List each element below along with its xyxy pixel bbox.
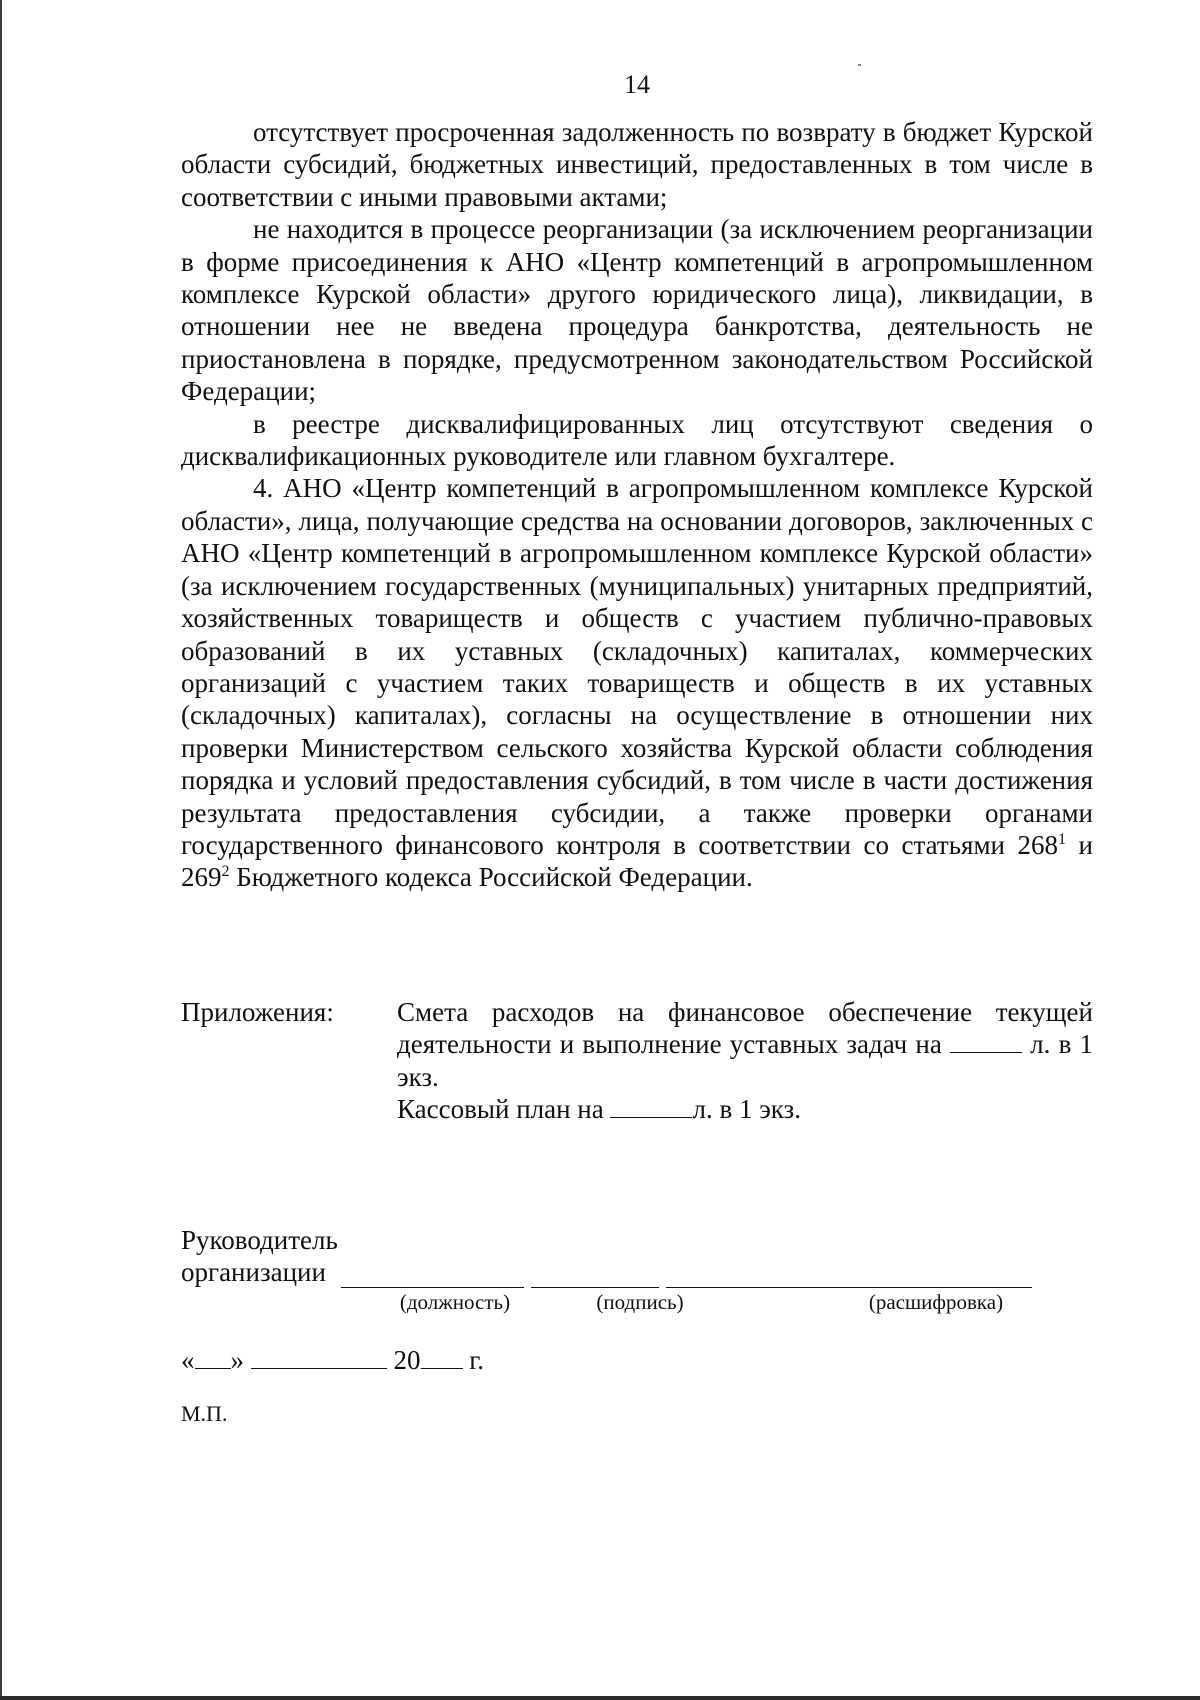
date-row (181, 1344, 484, 1376)
clause4-conjunction: и (1066, 829, 1093, 860)
article-268-superscript: 1 (1058, 830, 1067, 848)
year-suffix: г. (469, 1345, 485, 1375)
position-line (341, 1287, 524, 1288)
paragraph-disqualification: в реестре дисквалифицированных лиц отсутствуют сведения о дисквалификационных руководителе или главном бухгалтере. (181, 408, 1093, 472)
article-269-superscript: 2 (221, 863, 230, 881)
document-body (181, 116, 1093, 894)
attachments-label: Приложения: (181, 997, 334, 1027)
day-blank (195, 1367, 231, 1369)
attachment-cash-plan-text: Кассовый план на (397, 1094, 611, 1125)
article-268: 268 (1017, 829, 1059, 860)
attachment-estimate-suffix: л. в 1 экз. (397, 1029, 1093, 1092)
cash-plan-sheets-blank (610, 1116, 692, 1118)
page-number: 14 (624, 70, 650, 99)
attachment-estimate-text: Смета расходов на финансовое обеспечение текущей деятельности и выполнение уставных задач на (397, 997, 1093, 1060)
date-close-quote: » (230, 1345, 244, 1375)
estimate-sheets-blank (950, 1051, 1022, 1053)
attachment-cash-plan-suffix: л. в 1 экз. (692, 1094, 801, 1125)
year-prefix: 20 (393, 1345, 421, 1375)
attachment-estimate (397, 996, 1093, 1093)
paragraph-no-debt: отсутствует просроченная задолженность по возврату в бюджет Курской области субсидий, бюджетных инвестиций, предоставленных в том числе в соответствии с иными правовыми актами; (181, 117, 1093, 212)
signature-line (531, 1287, 659, 1288)
signer-title-line2: организации (181, 1257, 326, 1287)
decoding-caption: (расшифровка) (868, 1290, 1004, 1314)
paragraph-no-reorganization: не находится в процессе реорганизации (за исключением реорганизации в форме присоединения к АНО «Центр компетенций в агропромышленном комплексе Курской области» другого юридического лица), ликвидации, в отношении нее не введена процедура банкротства, деятельность не приостановлена в порядке, предусмотренном законодательством Российской Федерации; (181, 214, 1093, 407)
signer-title-line1: Руководитель (181, 1225, 338, 1255)
paragraph-clause-4 (181, 472, 1093, 893)
date-open-quote: « (181, 1345, 195, 1375)
year-blank (421, 1367, 463, 1369)
article-269: 269 (181, 862, 222, 893)
attachment-cash-plan (397, 1093, 1093, 1125)
stamp-place: М.П. (181, 1401, 228, 1426)
decoding-line (666, 1287, 1032, 1288)
scan-speck (858, 64, 861, 66)
clause4-text-before: 4. АНО «Центр компетенций в агропромышленном комплексе Курской области», лица, получающие средства на основании договоров, заключенных с АНО «Центр компетенций в агропромышленном комплексе Курской области» (за исключением государственных (муниципальных) унитарных предприятий, хозяйственных товариществ и обществ с участием публично-правовых образований в их уставных (складочных) капиталах, коммерческих организаций с участием таких товариществ и обществ в их уставных (складочных) капиталах), согласны на осуществление в отношении них проверки Министерством сельского хозяйства Курской области соблюдения порядка и условий предоставления субсидий, в том числе в части достижения результата предоставления субсидии, а также проверки органами государственного финансового контроля в соответствии со статьями (181, 473, 1093, 860)
signature-block (181, 1224, 338, 1288)
position-caption: (должность) (399, 1290, 511, 1314)
scan-edge-left (0, 0, 2, 1700)
month-blank (251, 1367, 387, 1369)
attachments-list (397, 996, 1093, 1126)
signature-caption: (подпись) (596, 1290, 684, 1314)
clause4-text-after: Бюджетного кодекса Российской Федерации. (229, 862, 753, 893)
scan-edge-bottom (0, 1696, 1200, 1700)
